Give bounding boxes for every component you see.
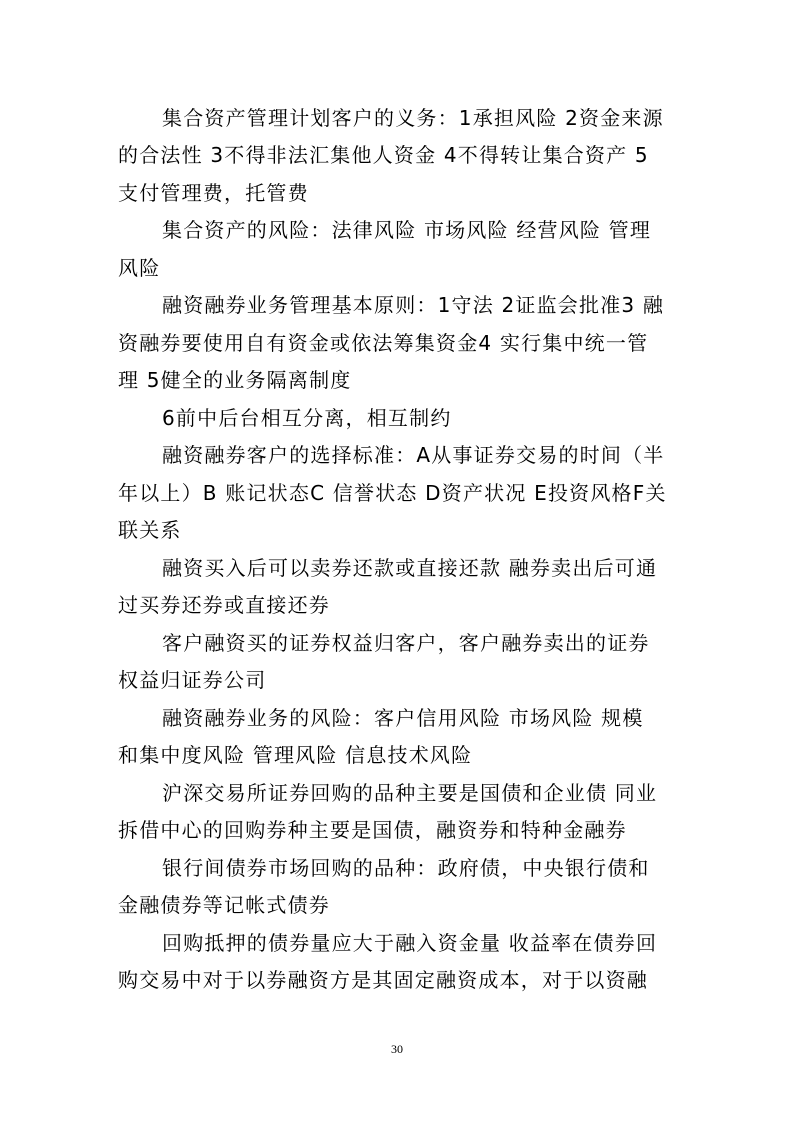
- text-line: 6前中后台相互分离，相互制约: [162, 406, 452, 430]
- text-line: 支付管理费，托管费: [118, 181, 309, 205]
- text-line: 集合资产管理计划客户的义务：1承担风险 2资金来源: [162, 106, 664, 130]
- text-line: 客户融资买的证券权益归客户，客户融券卖出的证券: [162, 631, 650, 655]
- text-line: 年以上）B 账记状态C 信誉状态 D资产状况 E投资风格F关: [118, 481, 667, 505]
- text-line: 理 5健全的业务隔离制度: [118, 368, 352, 392]
- text-line: 资融券要使用自有资金或依法筹集资金4 实行集中统一管: [118, 331, 649, 355]
- text-line: 过买券还券或直接还券: [118, 593, 330, 617]
- text-line: 沪深交易所证券回购的品种主要是国债和企业债 同业: [162, 781, 658, 805]
- text-line: 风险: [118, 256, 161, 280]
- text-line: 联关系: [118, 518, 182, 542]
- text-line: 银行间债券市场回购的品种：政府债，中央银行债和: [162, 856, 650, 880]
- page-number: 30: [391, 1042, 403, 1056]
- text-line: 拆借中心的回购券种主要是国债，融资券和特种金融券: [118, 818, 627, 842]
- text-line: 集合资产的风险：法律风险 市场风险 经营风险 管理: [162, 218, 652, 242]
- text-line: 融资融券业务管理基本原则：1守法 2证监会批准3 融: [162, 293, 665, 317]
- text-line: 和集中度风险 管理风险 信息技术风险: [118, 743, 473, 767]
- text-line: 金融债券等记帐式债券: [118, 893, 330, 917]
- text-line: 权益归证券公司: [118, 668, 267, 692]
- text-line: 购交易中对于以券融资方是其固定融资成本，对于以资融: [118, 968, 648, 992]
- text-line: 融资融券客户的选择标准：A从事证券交易的时间（半: [162, 443, 665, 467]
- text-line: 的合法性 3不得非法汇集他人资金 4不得转让集合资产 5: [118, 143, 649, 167]
- text-line: 回购抵押的债券量应大于融入资金量 收益率在债券回: [162, 931, 658, 955]
- text-line: 融资买入后可以卖券还款或直接还款 融券卖出后可通: [162, 556, 658, 580]
- text-line: 融资融券业务的风险：客户信用风险 市场风险 规模: [162, 706, 644, 730]
